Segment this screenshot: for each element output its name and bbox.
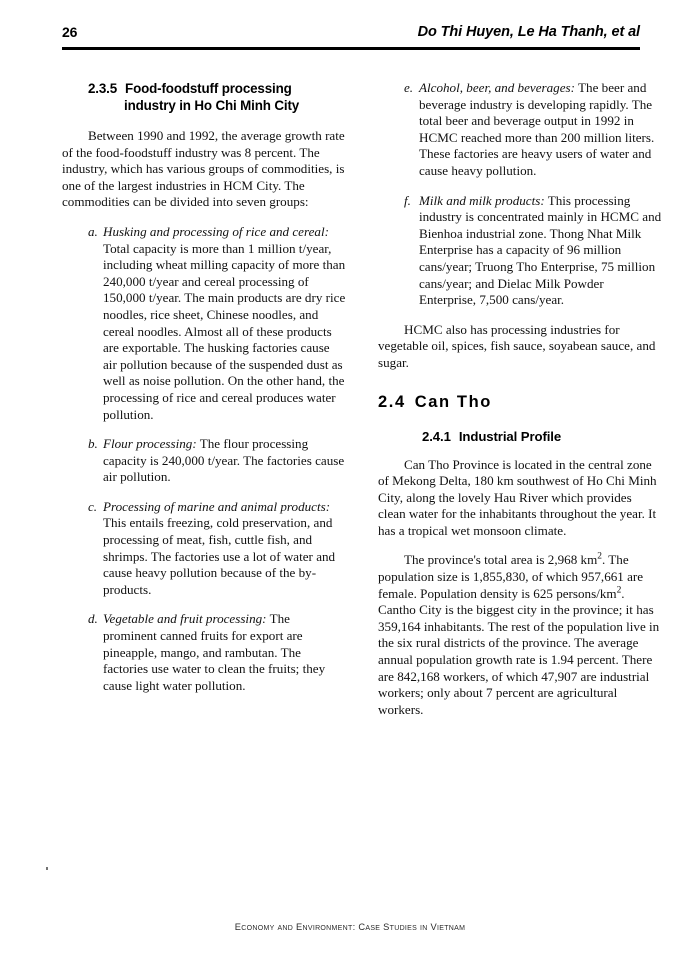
sub-section-title: Industrial Profile (458, 428, 562, 444)
major-section-heading-2-4 (378, 392, 662, 412)
area-unit-exponent: 2 (597, 552, 602, 563)
section-number: 2.3.5 (88, 81, 118, 96)
page-number: 26 (62, 24, 78, 40)
right-column (378, 80, 662, 731)
running-head-authors: Do Thi Huyen, Le Ha Thanh, et al (417, 24, 640, 40)
intro-paragraph: Between 1990 and 1992, the average growth rate of the food-foodstuff industry was 8 percent. The industry, which has various groups of commodities, is one of the largest industries in HCM City. The commodities can be divided into seven groups: (62, 128, 345, 210)
sub-section-number: 2.4.1 (422, 428, 451, 444)
statistics-paragraph (378, 552, 662, 718)
major-section-title: Can Tho (414, 392, 492, 411)
list-item-lead: Alcohol, beer, and beverages: (419, 80, 575, 95)
list-item (62, 224, 346, 423)
list-item-lead: Husking and processing of rice and cereal: (103, 223, 329, 239)
list-item-text: This entails freezing, cold preservation, and processing of meat, fish, cuttle fish, and shrimps. The factories use a lot of water and cause heavy pollution because of the by-products. (103, 515, 336, 597)
list-item-lead: Vegetable and fruit processing: (103, 611, 267, 627)
sub-section-heading-2-4-1 (378, 428, 662, 445)
list-item-text: This processing industry is concentrated mainly in HCMC and Bienhoa industrial zone. Thong Nhat Milk Enterprise has a capacity of 96 million cans/year; Truong Tho Enterprise, 75 million cans/year; and Dielac Milk Powder Enterprise, 7,500 cans/year. (419, 192, 662, 308)
list-item (378, 193, 662, 309)
list-item-lead: Flour processing: (103, 436, 197, 452)
scan-artifact-speck (46, 867, 48, 870)
page-footer: Economy and Environment: Case Studies in Vietnam (234, 922, 466, 932)
list-marker: a. (88, 223, 98, 239)
list-item-lead: Milk and milk products: (419, 192, 545, 208)
list-item-text: The flour processing capacity is 240,000 t/year. The factories cause air pollution. (103, 436, 345, 485)
list-item (62, 611, 346, 694)
list-marker: b. (88, 436, 98, 452)
commodity-group-list-left (62, 224, 346, 694)
list-marker: e. (404, 80, 414, 95)
list-marker: c. (88, 498, 98, 514)
location-paragraph: Can Tho Province is located in the central zone of Mekong Delta, 180 km southwest of Ho Chi Minh City, along the lovely Hau River which provides clean water for the inhabitants throughout the year. It has a tropical wet monsoon climate. (378, 456, 657, 538)
list-item (62, 436, 346, 486)
commodity-group-list-right (378, 80, 662, 309)
density-unit-exponent: 2 (616, 585, 622, 596)
statistics-text-part-1: The province's total area is 2,968 km (404, 552, 598, 568)
section-title: Food-foodstuff processing industry in Ho Chi Minh City (124, 81, 300, 113)
list-marker: d. (88, 611, 98, 627)
statistics-text-part-2: . The population size is 1,855,830, of which 957,661 are female. Population density is 625 persons/km (378, 552, 644, 601)
section-heading-2-3-5 (62, 80, 346, 114)
statistics-text-part-3: . Cantho City is the biggest city in the province; it has 359,164 inhabitants. The rest of the population live in the six rural districts of the province. The average annual population growth rate is 1.94 percent. There are 842,168 workers, of which 47,907 are industrial workers; only about 7 percent are agricultural workers. (378, 585, 660, 717)
list-item (378, 80, 662, 180)
header-divider-rule (62, 47, 640, 50)
list-marker: f. (404, 192, 411, 208)
list-item-text: The prominent canned fruits for export are pineapple, mango, and rambutan. The factories use water to clean the fruits; they cause light water pollution. (103, 611, 326, 693)
list-item-text: Total capacity is more than 1 million t/year, including wheat milling capacity of more than 240,000 t/year and cereal processing of 150,000 t/year. The main products are dry rice noodles, rice sheet, Chinese noodles, and cereal noodles. Almost all of these products are exportable. The husking factories cause air pollution because of the suspended dust as well as noise pollution. On the other hand, the processing of rice and cereal produces water pollution. (103, 240, 346, 422)
major-section-number: 2.4 (378, 392, 406, 411)
left-column (62, 80, 346, 707)
closing-paragraph: HCMC also has processing industries for vegetable oil, spices, fish sauce, soyabean sauce, and sugar. (378, 321, 656, 370)
list-item-text: The beer and beverage industry is developing rapidly. The total beer and beverage output in 1992 in HCMC reached more than 200 million liters. These factories are heavy users of water and cause heavy pollution. (419, 80, 655, 178)
list-item-lead: Processing of marine and animal products: (103, 498, 331, 514)
list-item (62, 499, 346, 599)
